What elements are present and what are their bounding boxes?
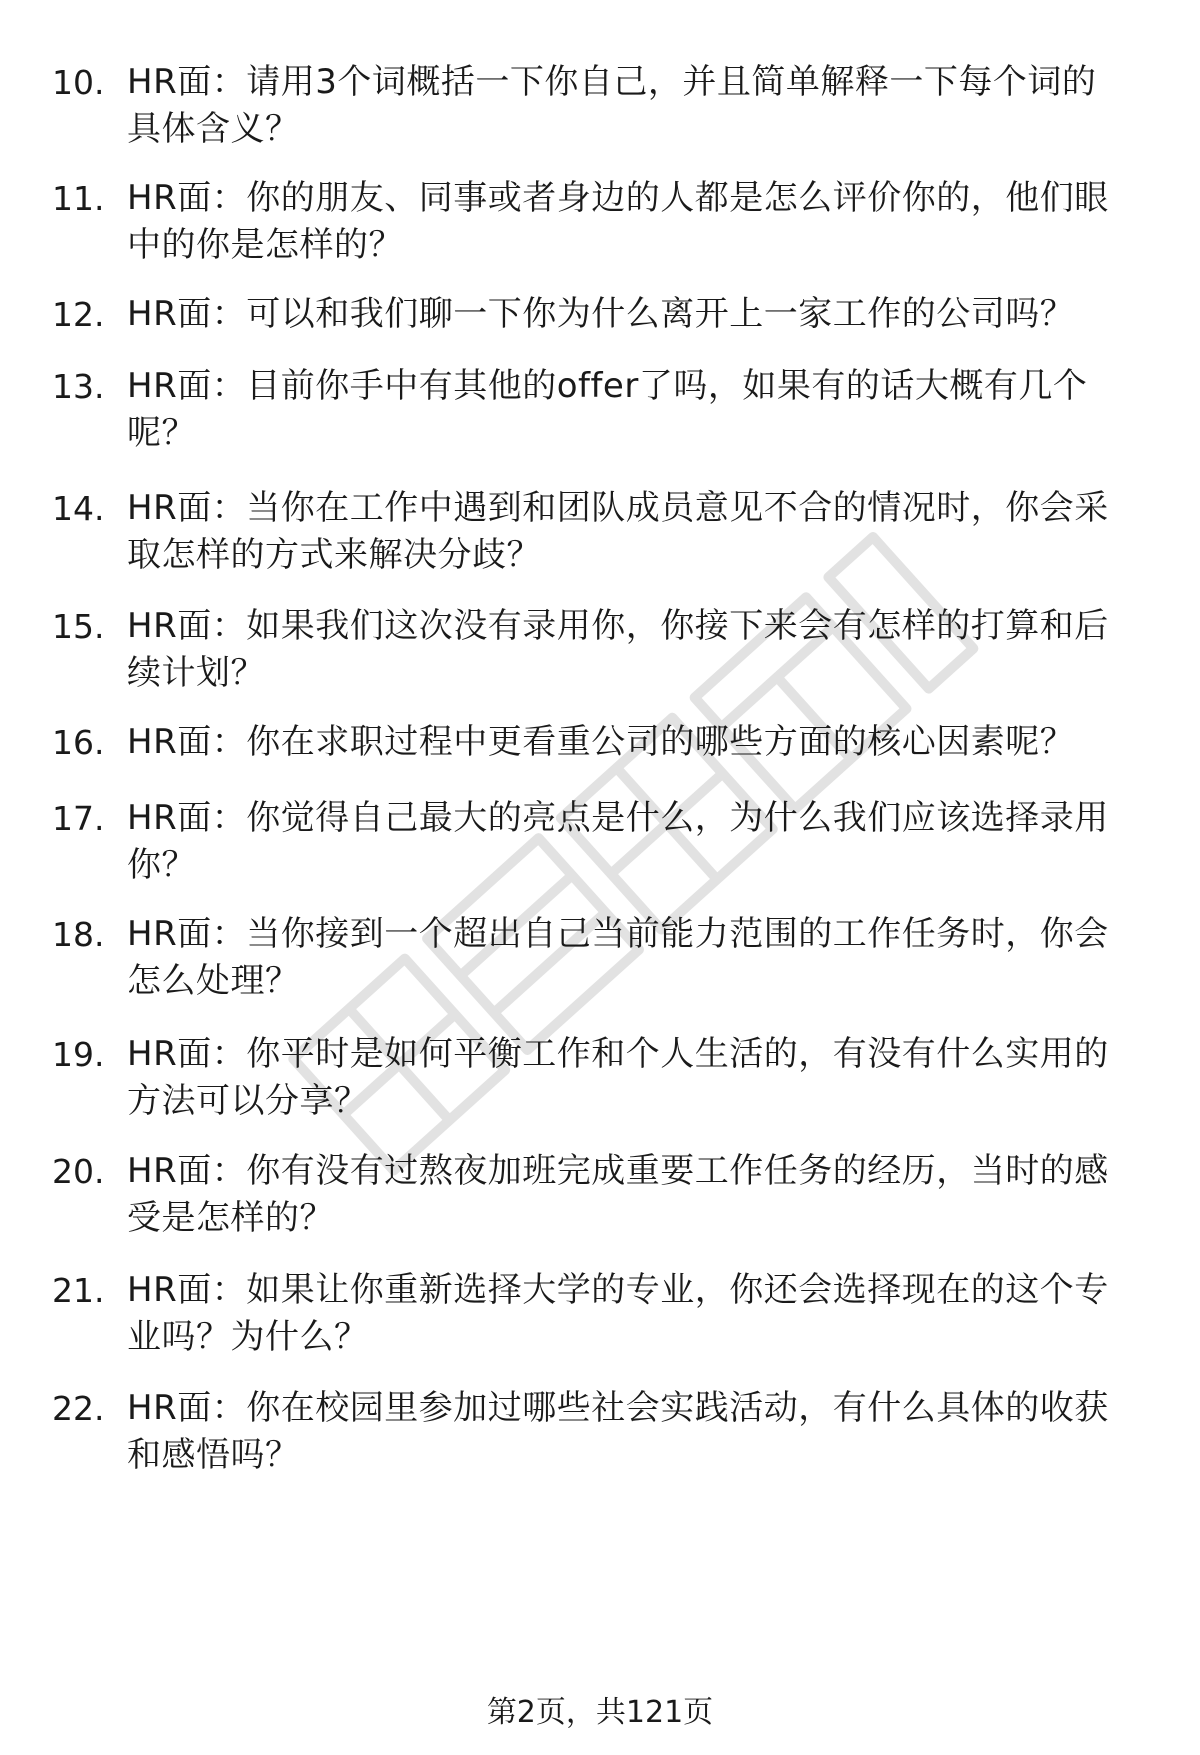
question-number: 11. (52, 179, 105, 218)
question-number: 20. (52, 1152, 105, 1191)
question-number: 21. (52, 1271, 105, 1310)
question-number: 16. (52, 723, 105, 762)
question-item (0, 175, 1200, 275)
question-text: HR面：如果让你重新选择大学的专业，你还会选择现在的这个专 业吗？为什么？ (127, 1270, 1109, 1357)
question-number: 17. (52, 799, 105, 838)
question-text: HR面：可以和我们聊一下你为什么离开上一家工作的公司吗？ (127, 294, 1075, 334)
question-item (0, 485, 1200, 585)
question-number: 13. (52, 367, 105, 406)
question-number: 14. (52, 489, 105, 528)
question-text: HR面：当你在工作中遇到和团队成员意见不合的情况时，你会采 取怎样的方式来解决分歧？ (127, 488, 1109, 575)
question-item (0, 1385, 1200, 1485)
question-text: HR面：你在求职过程中更看重公司的哪些方面的核心因素呢？ (127, 722, 1075, 762)
question-number: 12. (52, 295, 105, 334)
question-text: HR面：如果我们这次没有录用你，你接下来会有怎样的打算和后 续计划？ (127, 606, 1109, 693)
question-text: HR面：目前你手中有其他的offer了吗，如果有的话大概有几个 呢？ (127, 366, 1088, 453)
question-item (0, 363, 1200, 463)
question-item (0, 1031, 1200, 1131)
question-text: HR面：你觉得自己最大的亮点是什么，为什么我们应该选择录用 你？ (127, 798, 1109, 885)
question-item (0, 1148, 1200, 1248)
question-number: 22. (52, 1389, 105, 1428)
question-text: HR面：你在校园里参加过哪些社会实践活动，有什么具体的收获 和感悟吗？ (127, 1388, 1109, 1475)
page-footer: 第2页，共121页 (486, 1695, 714, 1730)
question-text: HR面：你有没有过熬夜加班完成重要工作任务的经历，当时的感 受是怎样的？ (127, 1151, 1109, 1238)
question-text: HR面：你的朋友、同事或者身边的人都是怎么评价你的，他们眼 中的你是怎样的？ (127, 178, 1109, 265)
question-number: 19. (52, 1035, 105, 1074)
question-number: 18. (52, 915, 105, 954)
question-text: HR面：当你接到一个超出自己当前能力范围的工作任务时，你会 怎么处理？ (127, 914, 1109, 1001)
question-text: HR面：请用3个词概括一下你自己，并且简单解释一下每个词的 具体含义？ (127, 62, 1097, 149)
question-number: 10. (52, 63, 105, 102)
question-item (0, 603, 1200, 703)
question-item (0, 59, 1200, 159)
question-text: HR面：你平时是如何平衡工作和个人生活的，有没有什么实用的 方法可以分享？ (127, 1034, 1109, 1121)
question-item (0, 795, 1200, 895)
question-number: 15. (52, 607, 105, 646)
question-item (0, 911, 1200, 1011)
question-item (0, 1267, 1200, 1367)
